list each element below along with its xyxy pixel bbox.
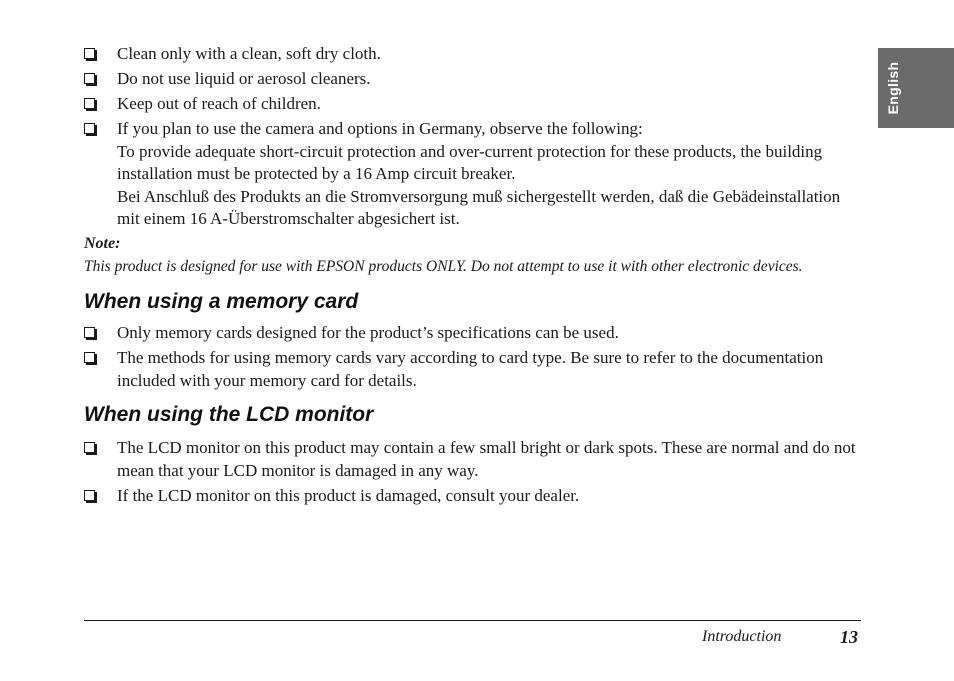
note-text: This product is designed for use with EPSON products ONLY. Do not attempt to use it with other electronic devices.: [84, 258, 803, 275]
footer-divider: [84, 620, 861, 621]
lcd-monitor-list: [84, 437, 864, 507]
list-item: [84, 322, 864, 345]
list-item: [84, 43, 864, 66]
list-item: [84, 93, 864, 116]
checkbox-bullet-icon: [84, 123, 95, 134]
footer-section-title: Introduction: [702, 628, 782, 645]
checkbox-bullet-icon: [84, 98, 95, 109]
checkbox-bullet-icon: [84, 352, 95, 363]
section-heading-lcd-monitor: When using the LCD monitor: [84, 403, 374, 426]
list-item-text: If the LCD monitor on this product is damaged, consult your dealer.: [117, 485, 580, 505]
list-item-text-english-detail: To provide adequate short-circuit protection and over-current protection for these products, the building installation must be protected by a 16 Amp circuit breaker.: [117, 141, 823, 183]
list-item-text: Clean only with a clean, soft dry cloth.: [117, 44, 381, 63]
list-item-text: Do not use liquid or aerosol cleaners.: [117, 69, 371, 88]
page-number: 13: [840, 627, 858, 647]
memory-card-list: [84, 322, 864, 392]
list-item-text: Only memory cards designed for the product’s specifications can be used.: [117, 323, 619, 342]
note-label: Note:: [84, 235, 121, 252]
list-item-text: The methods for using memory cards vary according to card type. Be sure to refer to the documentation included with your memory card for details.: [117, 348, 824, 390]
list-item: [84, 347, 864, 392]
checkbox-bullet-icon: [84, 327, 95, 338]
list-item: [84, 68, 864, 91]
list-item: [84, 437, 864, 482]
safety-list: [84, 43, 864, 231]
language-tab-label: English: [885, 61, 901, 115]
list-item-text-german-detail: Bei Anschluß des Produkts an die Stromversorgung muß sichergestellt werden, daß die Gebädeinstallation mit einem 16 A-Überstromschalter abgesichert ist.: [117, 186, 841, 228]
checkbox-bullet-icon: [84, 442, 95, 453]
list-item: [84, 485, 864, 508]
checkbox-bullet-icon: [84, 73, 95, 84]
section-heading-memory-card: When using a memory card: [84, 290, 359, 313]
list-item-text: The LCD monitor on this product may contain a few small bright or dark spots. These are normal and do not mean that your LCD monitor is damaged in any way.: [117, 438, 856, 480]
page-content: [84, 43, 864, 510]
list-item: [84, 118, 864, 231]
list-item-text: If you plan to use the camera and options in Germany, observe the following:: [117, 119, 643, 138]
checkbox-bullet-icon: [84, 490, 95, 501]
checkbox-bullet-icon: [84, 48, 95, 59]
list-item-text: Keep out of reach of children.: [117, 94, 321, 113]
